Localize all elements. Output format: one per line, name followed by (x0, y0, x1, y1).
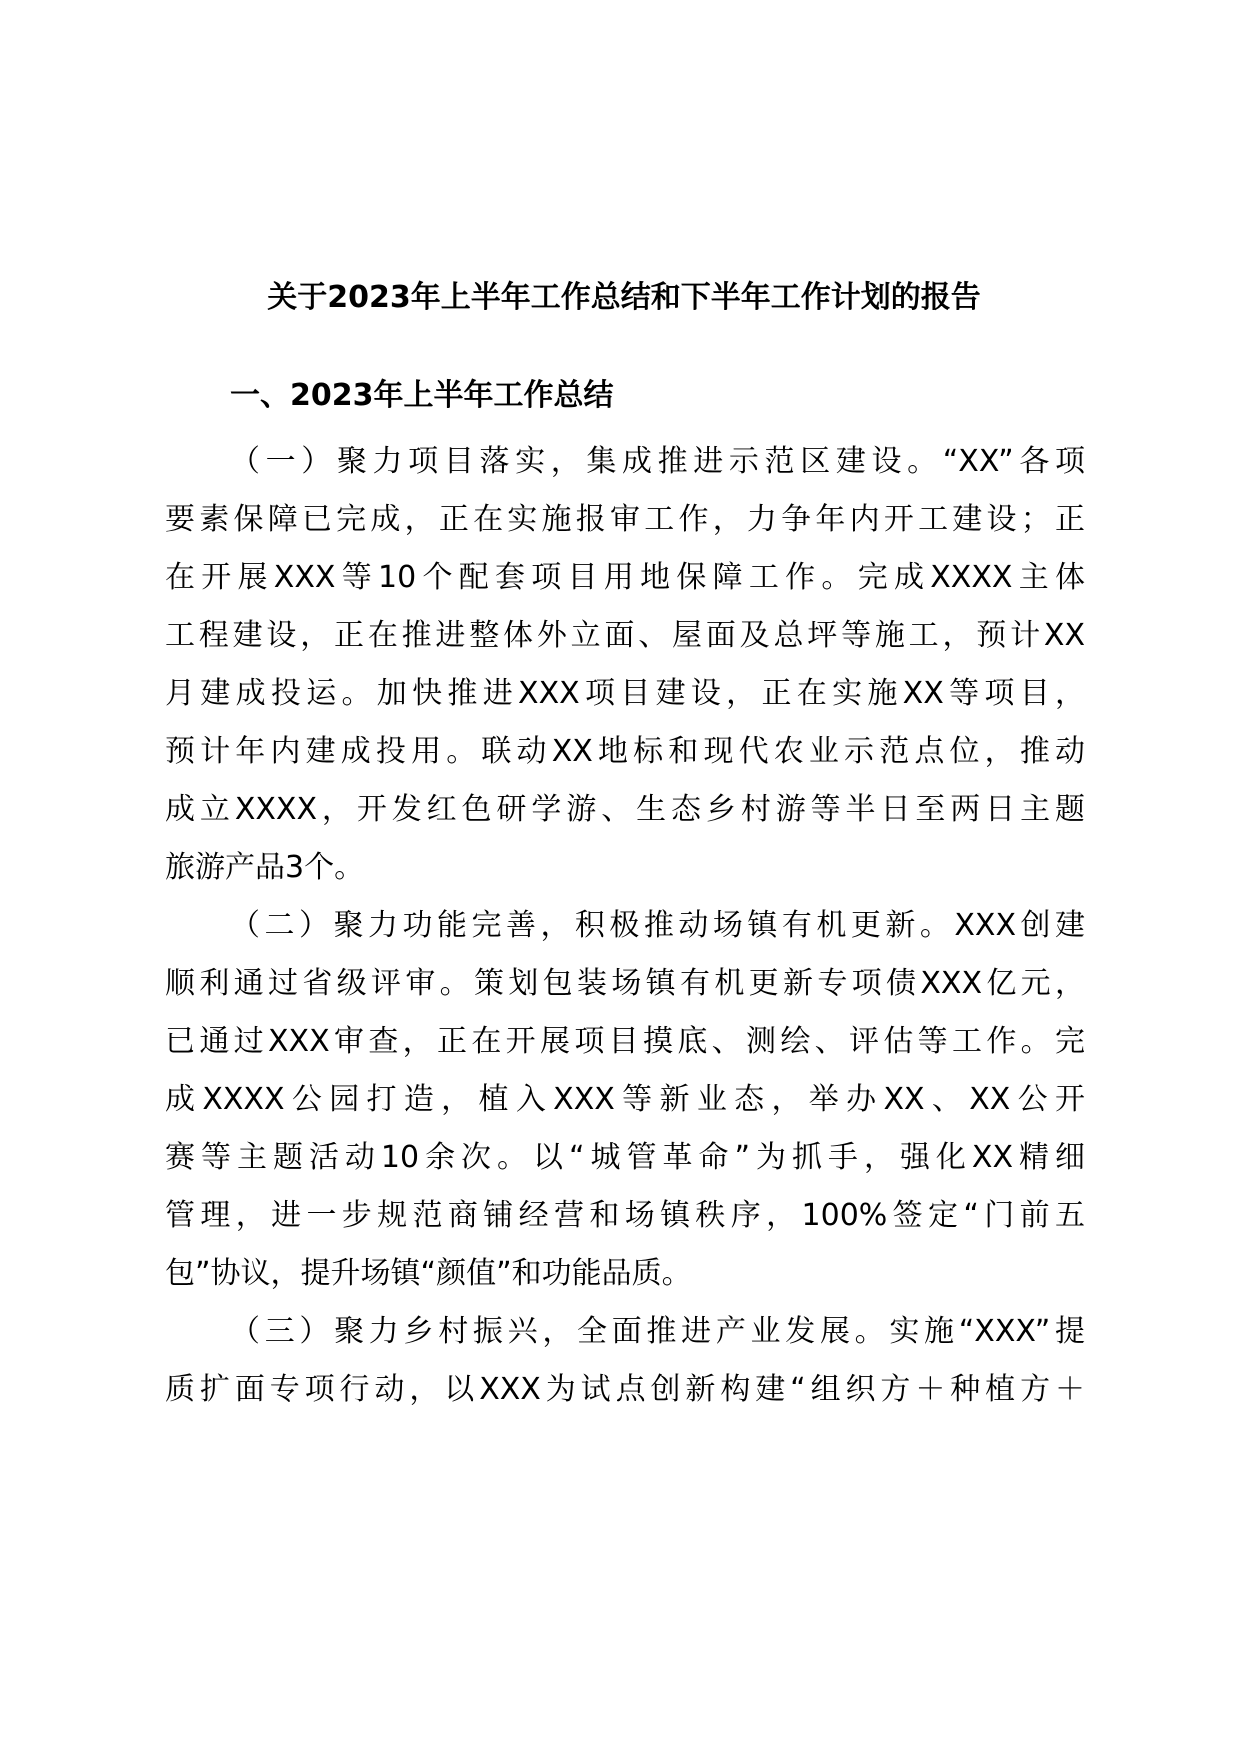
paragraph-2-line-2: 顺利通过省级评审。策划包装场镇有机更新专项债XXX亿元， (165, 966, 1085, 1001)
paragraph-1-line-4: 工程建设，正在推进整体外立面、屋面及总坪等施工，预计XX (165, 618, 1085, 653)
paragraph-3-line-1: （三）聚力乡村振兴，全面推进产业发展。实施“XXX”提 (230, 1314, 1085, 1349)
paragraph-2-line-3: 已通过XXX审查，正在开展项目摸底、测绘、评估等工作。完 (165, 1024, 1085, 1059)
paragraph-2-line-5: 赛等主题活动10余次。以“城管革命”为抓手，强化XX精细 (165, 1140, 1085, 1175)
paragraph-2-line-1: （二）聚力功能完善，积极推动场镇有机更新。XXX创建 (230, 908, 1085, 943)
paragraph-1-line-5: 月建成投运。加快推进XXX项目建设，正在实施XX等项目， (165, 676, 1085, 711)
paragraph-1-line-7: 成立XXXX，开发红色研学游、生态乡村游等半日至两日主题 (165, 792, 1085, 827)
paragraph-2-line-4: 成XXXX公园打造，植入XXX等新业态，举办XX、XX公开 (165, 1082, 1085, 1117)
paragraph-3-line-2: 质扩面专项行动，以XXX为试点创新构建“组织方＋种植方＋ (165, 1372, 1085, 1407)
paragraph-1-line-1: （一）聚力项目落实，集成推进示范区建设。“XX”各项 (230, 444, 1085, 479)
paragraph-1-line-3: 在开展XXX等10个配套项目用地保障工作。完成XXXX主体 (165, 560, 1085, 595)
paragraph-1-line-2: 要素保障已完成，正在实施报审工作，力争年内开工建设；正 (165, 502, 1085, 537)
paragraph-1-line-6: 预计年内建成投用。联动XX地标和现代农业示范点位，推动 (165, 734, 1085, 769)
document-title: 关于2023年上半年工作总结和下半年工作计划的报告 (267, 280, 981, 315)
paragraph-2-line-7: 包”协议，提升场镇“颜值”和功能品质。 (165, 1256, 692, 1291)
section-heading: 一、2023年上半年工作总结 (230, 378, 614, 413)
paragraph-2-line-6: 管理，进一步规范商铺经营和场镇秩序，100%签定“门前五 (165, 1198, 1085, 1233)
paragraph-1-line-8: 旅游产品3个。 (165, 850, 365, 885)
